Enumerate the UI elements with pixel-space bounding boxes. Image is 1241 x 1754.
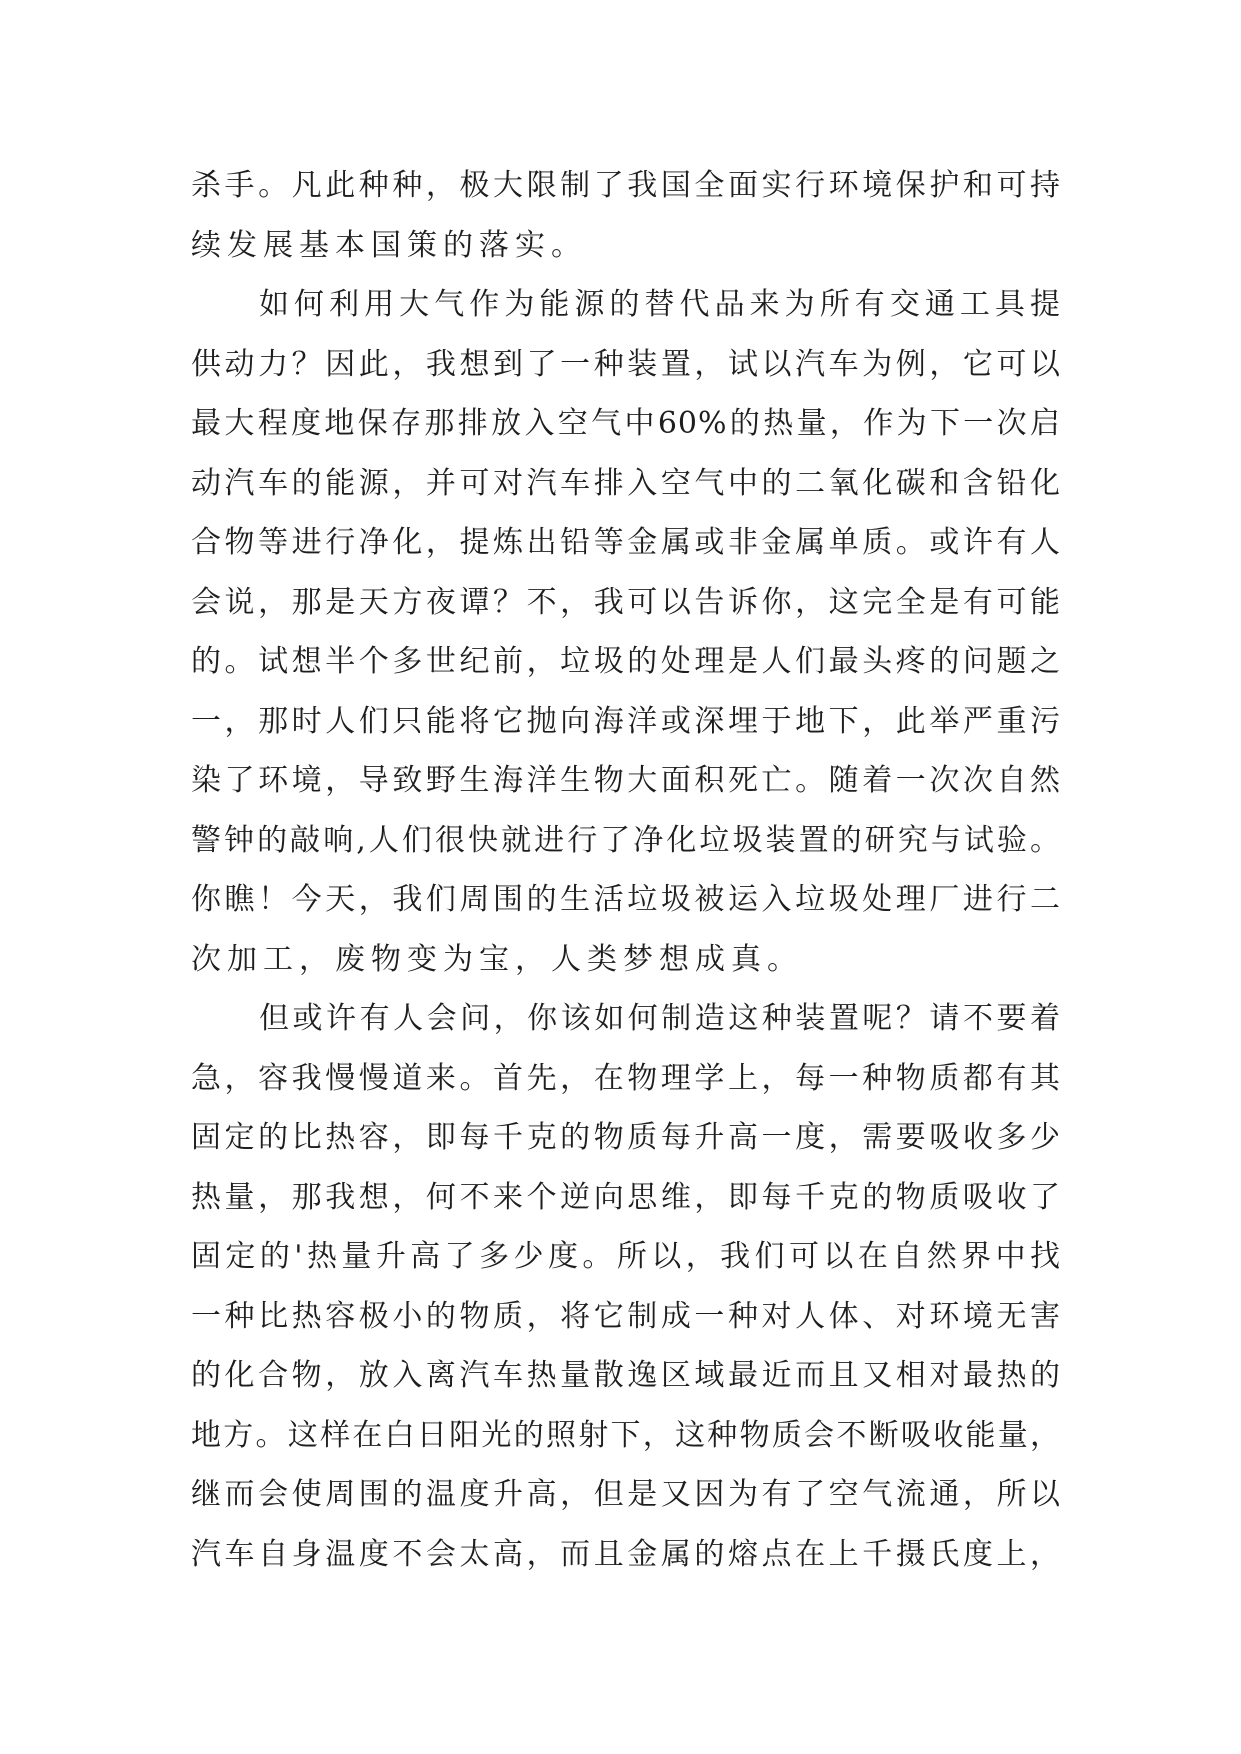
- text-line: 一种比热容极小的物质，将它制成一种对人体、对环境无害: [191, 1298, 1061, 1334]
- text-line: 续发展基本国策的落实。: [191, 227, 587, 263]
- text-line: 动汽车的能源，并可对汽车排入空气中的二氧化碳和含铅化: [191, 465, 1061, 501]
- text-line: 如何利用大气作为能源的替代品来为所有交通工具提: [259, 287, 1061, 322]
- text-line: 染了环境，导致野生海洋生物大面积死亡。随着一次次自然: [191, 763, 1061, 798]
- text-line: 固定的'热量升高了多少度。所以，我们可以在自然界中找: [191, 1239, 1061, 1274]
- text-line: 最大程度地保存那排放入空气中60%的热量，作为下一次启: [191, 406, 1061, 441]
- text-line: 的。试想半个多世纪前，垃圾的处理是人们最头疼的问题之: [191, 644, 1061, 679]
- document-body: [191, 156, 1061, 1584]
- text-line: 汽车自身温度不会太高，而且金属的熔点在上千摄氏度上，: [191, 1536, 1061, 1572]
- text-line: 热量，那我想，何不来个逆向思维，即每千克的物质吸收了: [191, 1179, 1061, 1215]
- text-line: 地方。这样在白日阳光的照射下，这种物质会不断吸收能量，: [191, 1417, 1061, 1453]
- text-line: 供动力？因此，我想到了一种装置，试以汽车为例，它可以: [191, 346, 1061, 382]
- text-line: 次加工，废物变为宝，人类梦想成真。: [191, 941, 803, 977]
- text-line: 杀手。凡此种种，极大限制了我国全面实行环境保护和可持: [191, 168, 1061, 203]
- text-line: 继而会使周围的温度升高，但是又因为有了空气流通，所以: [191, 1477, 1061, 1512]
- paragraph: [191, 275, 1061, 989]
- text-line: 固定的比热容，即每千克的物质每升高一度，需要吸收多少: [191, 1120, 1061, 1155]
- text-line: 你瞧！今天，我们周围的生活垃圾被运入垃圾处理厂进行二: [191, 882, 1061, 917]
- text-line: 急，容我慢慢道来。首先，在物理学上，每一种物质都有其: [191, 1060, 1061, 1096]
- text-line: 合物等进行净化，提炼出铅等金属或非金属单质。或许有人: [191, 525, 1061, 560]
- paragraph: [191, 156, 1061, 275]
- text-line: 一，那时人们只能将它抛向海洋或深埋于地下，此举严重污: [191, 703, 1061, 739]
- paragraph: [191, 989, 1061, 1584]
- text-line: 警钟的敲响,人们很快就进行了净化垃圾装置的研究与试验。: [191, 822, 1061, 858]
- text-line: 会说，那是天方夜谭？不，我可以告诉你，这完全是有可能: [191, 584, 1061, 620]
- text-line: 的化合物，放入离汽车热量散逸区域最近而且又相对最热的: [191, 1358, 1061, 1393]
- text-line: 但或许有人会问，你该如何制造这种装置呢？请不要着: [259, 1001, 1061, 1036]
